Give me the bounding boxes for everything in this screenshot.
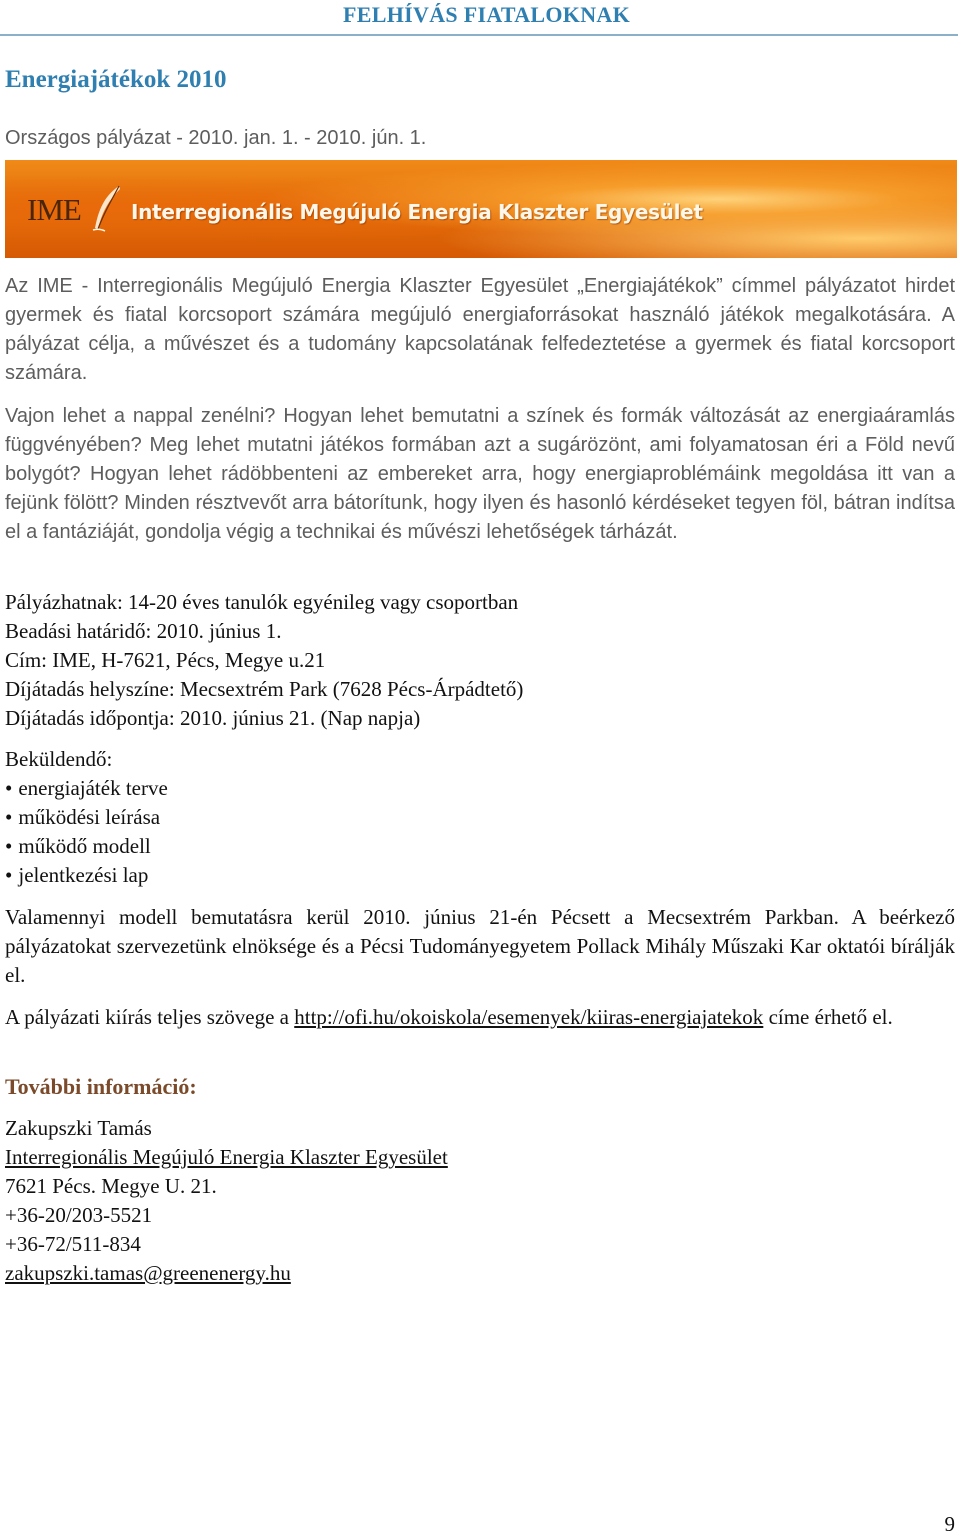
banner-organization-name: Interregionális Megújuló Energia Klaszter Egyesület	[131, 200, 703, 224]
contact-email-link[interactable]: zakupszki.tamas@greenenergy.hu	[5, 1261, 291, 1285]
page-number: 9	[944, 1512, 955, 1536]
section-header	[0, 0, 958, 36]
contact-organization-link[interactable]: Interregionális Megújuló Energia Klaszter Egyesület	[5, 1145, 448, 1169]
full-text-link[interactable]: http://ofi.hu/okoiskola/esemenyek/kiiras-energiajatekok	[294, 1005, 764, 1029]
eligibility-text: Pályázhatnak: 14-20 éves tanulók egyénileg vagy csoportban	[5, 590, 519, 614]
ime-logo: IME	[27, 192, 81, 227]
list-item: • energiajáték terve	[5, 774, 955, 803]
deadline-text: Beadási határidő: 2010. június 1.	[5, 619, 282, 643]
contact-phone-1: +36-20/203-5521	[5, 1203, 153, 1227]
address-text: Cím: IME, H-7621, Pécs, Megye u.21	[5, 648, 326, 672]
event-dates: Országos pályázat - 2010. jan. 1. - 2010. jún. 1.	[5, 127, 427, 149]
section-title: FELHÍVÁS FIATALOKNAK	[343, 2, 630, 27]
contact-name: Zakupszki Tamás	[5, 1116, 152, 1140]
full-text-suffix: címe érhető el.	[768, 1005, 893, 1029]
submission-block	[5, 745, 955, 890]
submission-heading: Beküldendő:	[5, 747, 113, 771]
event-title: Energiajátékok 2010	[5, 66, 227, 93]
ceremony-date-text: Díjátadás időpontja: 2010. június 21. (Nap napja)	[5, 706, 421, 730]
contact-phone-2: +36-72/511-834	[5, 1232, 141, 1256]
full-text-prefix: A pályázati kiírás teljes szövege a	[5, 1005, 289, 1029]
list-item: • működő modell	[5, 832, 955, 861]
full-text-paragraph	[5, 1003, 955, 1032]
list-item: • működési leírása	[5, 803, 955, 832]
ceremony-venue-text: Díjátadás helyszíne: Mecsextrém Park (7628 Pécs-Árpádtető)	[5, 677, 524, 701]
details-block	[5, 588, 955, 733]
contact-address: 7621 Pécs. Megye U. 21.	[5, 1174, 217, 1198]
organization-banner	[5, 160, 957, 258]
exhibition-paragraph: Valamennyi modell bemutatásra kerül 2010. június 21-én Pécsett a Mecsextrém Parkban. A beérkező pályázatokat szervezetünk elnöksége és a Pécsi Tudományegyetem Pollack Mihály Műszaki Kar oktatói bírálják el.	[5, 905, 955, 987]
more-info-heading: További információ:	[5, 1074, 197, 1099]
questions-paragraph: Vajon lehet a nappal zenélni? Hogyan lehet bemutatni a színek és formák változását az energiaáramlás függvényében? Meg lehet mutatni játékos formában azt a sugárözönt, ami folyamatosan éri a Föld nevű bolygót? Hogyan lehet rádöbbenteni az embereket arra, hogy energiaproblémáink megoldása itt van a fejünk fölött? Minden résztvevőt arra bátorítunk, hogy ilyen és hasonló kérdéseket tegyen föl, bátran indítsa el a fantáziáját, gondolja végig a technikai és művészi lehetőségek tárházát.	[5, 405, 955, 543]
contact-block	[5, 1114, 955, 1288]
list-item: • jelentkezési lap	[5, 861, 955, 890]
quill-icon	[89, 184, 123, 234]
intro-paragraph: Az IME - Interregionális Megújuló Energia Klaszter Egyesület „Energiajátékok” címmel pályázatot hirdet gyermek és fiatal korcsoport számára megújuló energiaforrásokat használó játékok megalkotására. A pályázat célja, a művészet és a tudomány kapcsolatának felfedeztetése a gyermek és fiatal korcsoport számára.	[5, 275, 955, 384]
